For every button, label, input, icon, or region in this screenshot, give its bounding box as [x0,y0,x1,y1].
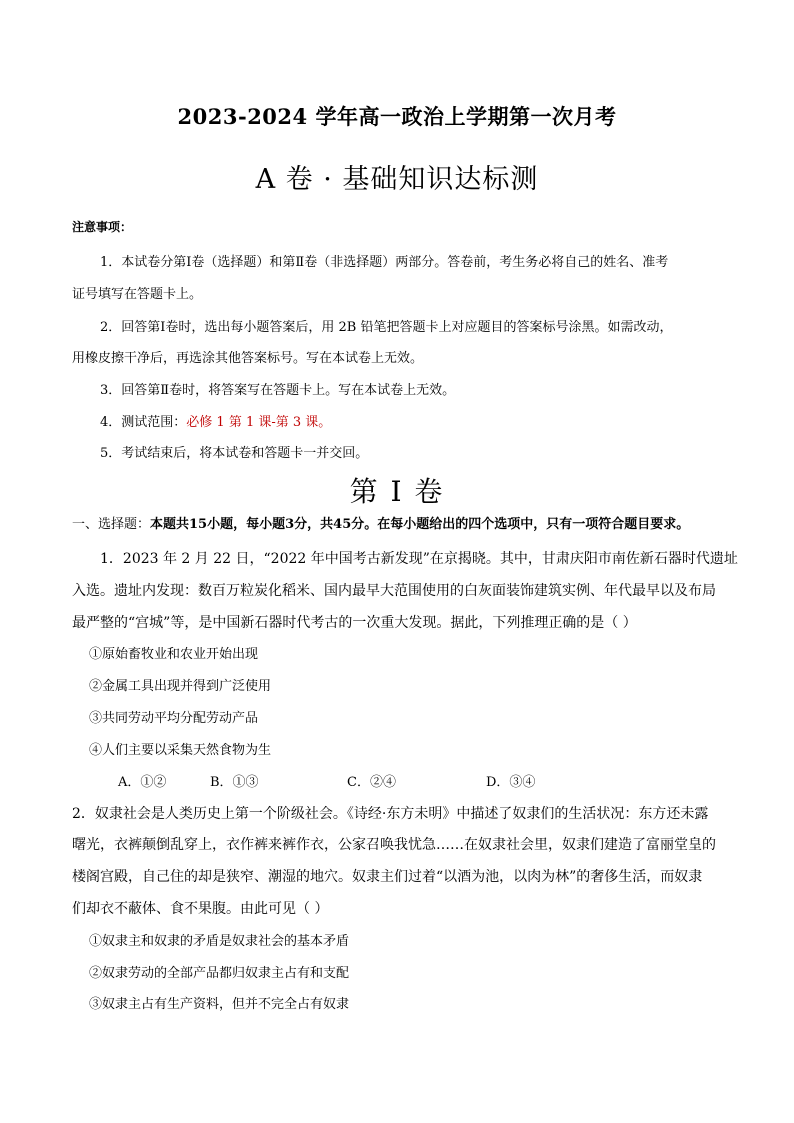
q1-choice-d[interactable]: D．③④ [486,775,536,790]
note-2-line-2: 用橡皮擦干净后，再选涂其他答案标号。写在本试卷上无效。 [72,351,424,366]
q1-line-1: 1．2023 年 2 月 22 日，“2022 年中国考古新发现”在京揭晓。其中，甘肃庆阳市南佐新石器时代遗址 [100,551,738,567]
q1-item-3: ③共同劳动平均分配劳动产品 [89,711,259,726]
note-4-label: 4．测试范围： [100,415,187,430]
section-instructions [72,513,689,532]
instructions-text: 本题共15小题，每小题3分，共45分。在每小题给出的四个选项中，只有一项符合题目要求。 [150,517,690,532]
q2-item-3: ③奴隶主占有生产资料，但并不完全占有奴隶 [89,997,350,1012]
q1-choice-b[interactable]: B．①③ [210,775,259,790]
q1-choice-c[interactable]: C．②④ [347,775,396,790]
exam-subtitle: A 卷 · 基础知识达标测 [255,164,539,195]
q2-item-2: ②奴隶劳动的全部产品都归奴隶主占有和支配 [89,966,350,981]
test-range: 必修 1 第 1 课-第 3 课。 [186,415,332,430]
q2-item-1: ①奴隶主和奴隶的矛盾是奴隶社会的基本矛盾 [89,934,350,949]
q1-item-2: ②金属工具出现并得到广泛使用 [89,679,272,694]
section-title: 第 I 卷 [349,475,445,508]
note-1-line-2: 证号填写在答题卡上。 [72,287,203,302]
q1-line-3: 最严整的“宫城”等，是中国新石器时代考古的一次重大发现。据此，下列推理正确的是（ ） [72,615,637,631]
q1-line-2: 入选。遗址内发现：数百万粒炭化稻米、国内最早大范围使用的白灰面装饰建筑实例、年代最早以及布局 [72,583,716,599]
q1-choice-a[interactable]: A．①② [118,775,167,790]
q1-item-1: ①原始畜牧业和农业开始出现 [89,647,259,662]
instructions-prefix: 一、选择题： [72,517,151,532]
q2-line-4: 们却衣不蔽体、食不果腹。由此可见（ ） [72,901,329,917]
note-4 [100,411,331,430]
note-1-line-1: 1．本试卷分第Ⅰ卷（选择题）和第Ⅱ卷（非选择题）两部分。答卷前，考生务必将自己的姓名、准考 [100,255,669,270]
note-3: 3．回答第Ⅱ卷时，将答案写在答题卡上。写在本试卷上无效。 [100,383,456,398]
q2-line-1: 2．奴隶社会是人类历史上第一个阶级社会。《诗经·东方未明》中描述了奴隶们的生活状况：东方还未露 [72,806,709,822]
q1-item-4: ④人们主要以采集天然食物为生 [89,743,272,758]
note-2-line-1: 2．回答第Ⅰ卷时，选出每小题答案后，用 2B 铅笔把答题卡上对应题目的答案标号涂黑。如需改动， [100,320,673,335]
note-5: 5．考试结束后，将本试卷和答题卡一并交回。 [100,446,369,461]
notes-heading: 注意事项： [72,220,133,234]
exam-title: 2023-2024 学年高一政治上学期第一次月考 [177,104,617,129]
q2-line-3: 楼阁宫殿，自己住的却是狭窄、潮湿的地穴。奴隶主们过着“以酒为池，以肉为林”的奢侈生活，而奴隶 [72,869,703,885]
q2-line-2: 曙光，衣裤颠倒乱穿上，衣作裤来裤作衣，公家召唤我忧急……在奴隶社会里，奴隶们建造了富丽堂皇的 [72,837,716,853]
